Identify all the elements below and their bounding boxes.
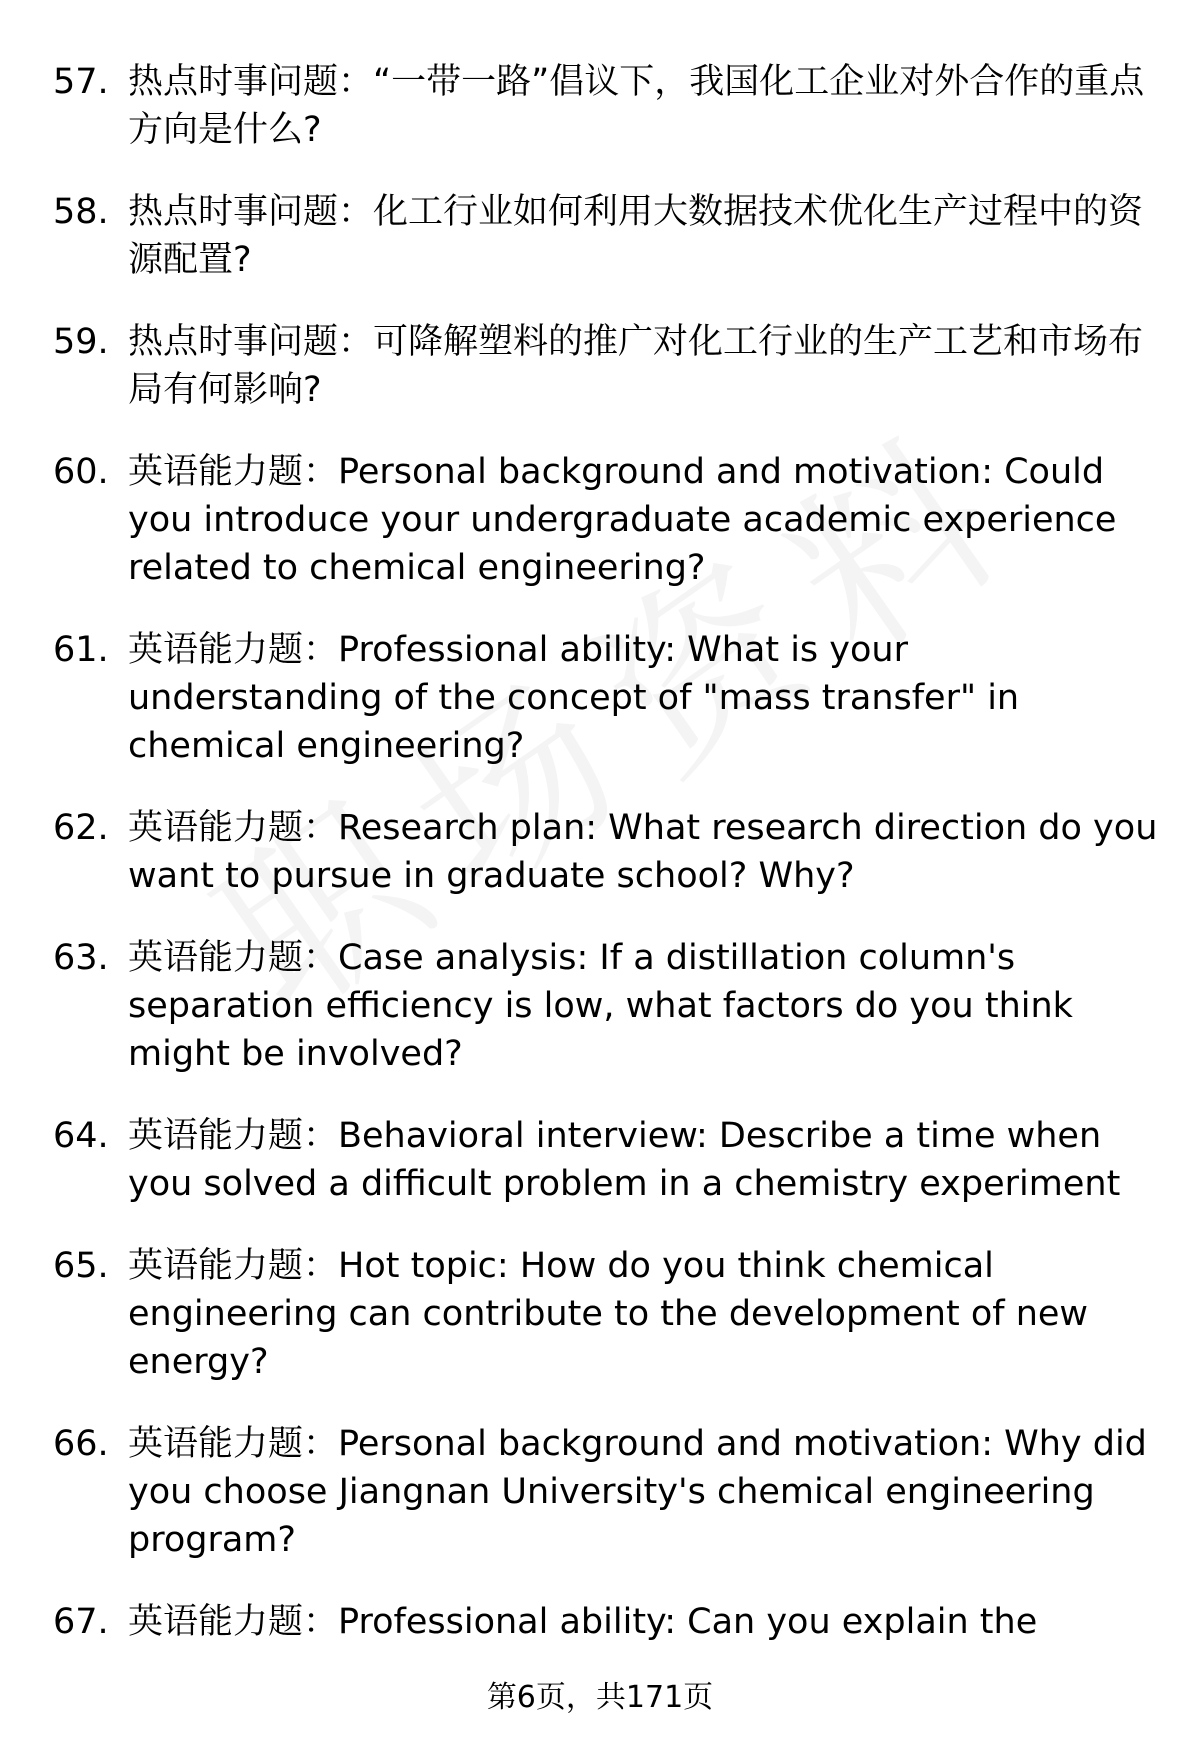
question-number: 66. <box>53 1424 109 1464</box>
question-body <box>128 804 1160 900</box>
page-footer <box>0 1678 1200 1718</box>
question-item <box>0 1112 1200 1208</box>
question-text: Professional ability: Can you explain the <box>338 1602 1038 1642</box>
question-body <box>128 626 1160 770</box>
question-category: 英语能力题： <box>128 452 339 492</box>
question-item <box>0 58 1200 154</box>
question-number: 64. <box>53 1116 109 1156</box>
question-number: 65. <box>53 1246 109 1286</box>
question-item <box>0 804 1200 900</box>
question-body <box>128 1112 1160 1208</box>
question-body <box>128 1242 1160 1386</box>
question-item <box>0 318 1200 414</box>
question-text: Personal background and motivation: Why did you choose Jiangnan University's chemical engineering program? <box>128 1424 1147 1560</box>
question-body <box>128 448 1160 592</box>
question-category: 英语能力题： <box>128 808 339 848</box>
question-text: Personal background and motivation: Could you introduce your undergraduate academic experience related to chemical engineering? <box>128 452 1117 588</box>
question-text: “一带一路”倡议下，我国化工企业对外合作的重点方向是什么? <box>128 62 1145 150</box>
question-text: Professional ability: What is your understanding of the concept of "mass transfer" in chemical engineering? <box>128 630 1020 766</box>
page-indicator: 第6页，共171页 <box>486 1680 714 1715</box>
question-body <box>128 1598 1160 1646</box>
question-category: 热点时事问题： <box>128 322 374 362</box>
question-category: 热点时事问题： <box>128 62 374 102</box>
question-number: 61. <box>53 630 109 670</box>
question-item <box>0 1242 1200 1386</box>
question-item <box>0 448 1200 592</box>
question-category: 英语能力题： <box>128 938 339 978</box>
question-text: 可降解塑料的推广对化工行业的生产工艺和市场布局有何影响? <box>128 322 1144 410</box>
question-body <box>128 188 1160 284</box>
question-item <box>0 1598 1200 1646</box>
question-number: 63. <box>53 938 109 978</box>
question-body <box>128 58 1160 154</box>
question-text: Behavioral interview: Describe a time when you solved a difficult problem in a chemistry experiment <box>128 1116 1121 1204</box>
question-item <box>0 934 1200 1078</box>
question-category: 热点时事问题： <box>128 192 374 232</box>
question-category: 英语能力题： <box>128 630 339 670</box>
question-number: 67. <box>53 1602 109 1642</box>
question-number: 58. <box>53 192 109 232</box>
question-category: 英语能力题： <box>128 1116 339 1156</box>
question-text: Hot topic: How do you think chemical engineering can contribute to the development of new energy? <box>128 1246 1089 1382</box>
question-number: 59. <box>53 322 109 362</box>
question-list <box>0 58 1200 1680</box>
question-category: 英语能力题： <box>128 1246 339 1286</box>
question-text: 化工行业如何利用大数据技术优化生产过程中的资源配置? <box>128 192 1144 280</box>
question-body <box>128 318 1160 414</box>
question-category: 英语能力题： <box>128 1424 339 1464</box>
question-category: 英语能力题： <box>128 1602 339 1642</box>
question-body <box>128 934 1160 1078</box>
question-body <box>128 1420 1160 1564</box>
question-number: 57. <box>53 62 109 102</box>
question-item <box>0 188 1200 284</box>
question-number: 62. <box>53 808 109 848</box>
question-item <box>0 1420 1200 1564</box>
question-number: 60. <box>53 452 109 492</box>
question-item <box>0 626 1200 770</box>
question-text: Research plan: What research direction do you want to pursue in graduate school? Why? <box>128 808 1158 896</box>
question-text: Case analysis: If a distillation column's separation efficiency is low, what factors do you think might be involved? <box>128 938 1073 1074</box>
